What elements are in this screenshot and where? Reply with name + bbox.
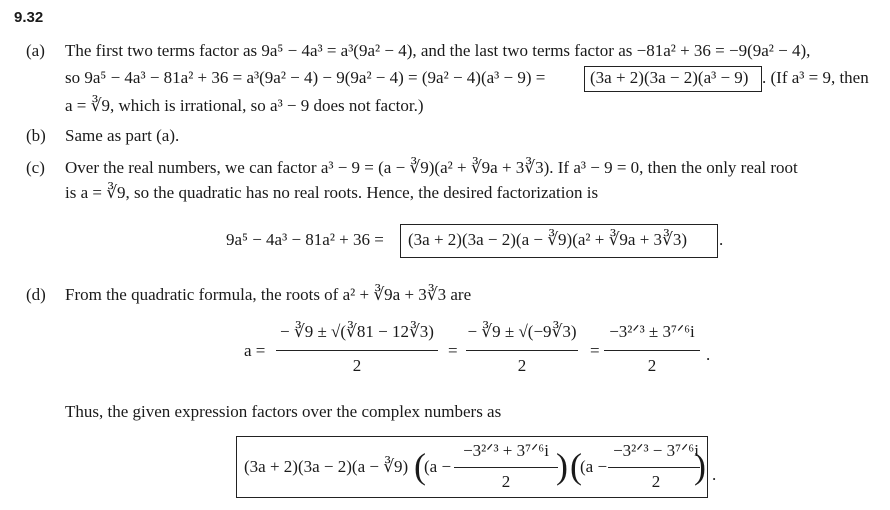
root-frac3-denominator: 2 (647, 356, 657, 375)
final-factor1-bar (454, 467, 558, 468)
roots-eq2: = (590, 341, 600, 360)
part-a-line2-post: . (If a³ = 9, then (762, 68, 869, 87)
root-frac1-numerator: − ∛9 ± √(∛81 − 12∛3) (280, 322, 434, 341)
part-d-label: (d) (26, 285, 46, 304)
final-factor1-prefix: (a − (424, 457, 452, 476)
part-a-line2-pre: so 9a⁵ − 4a³ − 81a² + 36 = a³(9a² − 4) − 9(9a² − 4) = (9a² − 4)(a³ − 9) = (65, 68, 546, 87)
part-a-boxed-answer: (3a + 2)(3a − 2)(a³ − 9) (590, 68, 749, 87)
root-frac2-bar (466, 350, 578, 351)
part-c-boxed-answer: (3a + 2)(3a − 2)(a − ∛9)(a² + ∛9a + 3∛3) (408, 230, 688, 249)
final-paren-open-2: ( (570, 446, 582, 486)
final-factor2-numerator: −3²ᐟ³ − 3⁷ᐟ⁶i (613, 441, 699, 460)
part-c-display-lhs: 9a⁵ − 4a³ − 81a² + 36 = (226, 230, 384, 249)
part-a-line3: a = ∛9, which is irrational, so a³ − 9 does not factor.) (65, 96, 424, 115)
roots-end: . (706, 345, 711, 364)
final-factor1-numerator: −3²ᐟ³ + 3⁷ᐟ⁶i (463, 441, 549, 460)
final-paren-close-2: ) (694, 446, 706, 486)
root-frac3-numerator: −3²ᐟ³ ± 3⁷ᐟ⁶i (609, 322, 695, 341)
root-frac1-bar (276, 350, 438, 351)
root-frac1-denominator: 2 (352, 356, 362, 375)
root-frac2-numerator: − ∛9 ± √(−9∛3) (467, 322, 577, 341)
roots-lhs: a = (244, 341, 266, 360)
part-c-display-end: . (719, 230, 724, 249)
roots-eq1: = (448, 341, 458, 360)
root-frac2-denominator: 2 (517, 356, 527, 375)
final-factor2-prefix: (a − (580, 457, 608, 476)
part-c-line1: Over the real numbers, we can factor a³ − 9 = (a − ∛9)(a² + ∛9a + 3∛3). If a³ − 9 = 0, then the only real root (65, 158, 798, 177)
final-factor2-denominator: 2 (651, 472, 661, 491)
root-frac3-bar (604, 350, 700, 351)
part-a-line1: The first two terms factor as 9a⁵ − 4a³ = a³(9a² − 4), and the last two terms factor as −81a² + 36 = −9(9a² − 4), (65, 41, 811, 60)
problem-number: 9.32 (14, 9, 44, 26)
final-paren-close-1: ) (556, 446, 568, 486)
final-paren-open-1: ( (414, 446, 426, 486)
final-factor2-bar (608, 467, 700, 468)
part-d-line2: Thus, the given expression factors over the complex numbers as (65, 402, 502, 421)
part-c-line2: is a = ∛9, so the quadratic has no real roots. Hence, the desired factorization is (65, 183, 599, 202)
final-linear-factors: (3a + 2)(3a − 2)(a − ∛9) (244, 457, 409, 476)
part-b-label: (b) (26, 126, 46, 145)
part-c-label: (c) (26, 158, 45, 177)
final-end: . (712, 465, 717, 484)
part-d-line1: From the quadratic formula, the roots of a² + ∛9a + 3∛3 are (65, 285, 472, 304)
part-b-line1: Same as part (a). (65, 126, 180, 145)
final-factor1-denominator: 2 (501, 472, 511, 491)
part-a-label: (a) (26, 41, 45, 60)
